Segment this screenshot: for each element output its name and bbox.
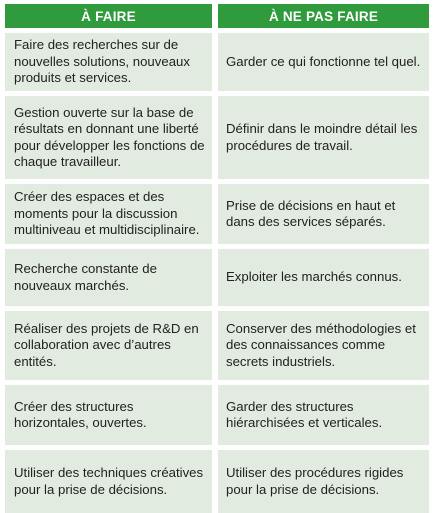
row-1-dont: Garder ce qui fonctionne tel quel. [218,33,429,91]
row-1-do: Faire des recherches sur de nouvelles solutions, nouveaux produits et services. [5,33,212,91]
row-6-do: Créer des structures horizontales, ouvertes. [5,385,212,445]
row-2-dont: Définir dans le moindre détail les procédures de travail. [218,96,429,179]
row-4-dont: Exploiter les marchés connus. [218,249,429,306]
row-3-dont: Prise de décisions en haut et dans des services séparés. [218,184,429,244]
row-5-do: Réaliser des projets de R&D en collaboration avec d’autres entités. [5,311,212,380]
row-7-do: Utiliser des techniques créatives pour la prise de décisions. [5,450,212,513]
row-7-dont: Utiliser des procédures rigides pour la prise de décisions. [218,450,429,513]
row-5-dont: Conserver des méthodologies et des connaissances comme secrets industriels. [218,311,429,380]
row-2-do: Gestion ouverte sur la base de résultats en donnant une liberté pour développer les fonctions de chaque travailleur. [5,96,212,179]
row-3-do: Créer des espaces et des moments pour la discussion multiniveau et multidisciplinaire. [5,184,212,244]
table-grid [5,4,438,513]
header-do: À FAIRE [5,4,212,28]
header-dont: À NE PAS FAIRE [218,4,429,28]
row-4-do: Recherche constante de nouveaux marchés. [5,249,212,306]
row-6-dont: Garder des structures hiérarchisées et verticales. [218,385,429,445]
